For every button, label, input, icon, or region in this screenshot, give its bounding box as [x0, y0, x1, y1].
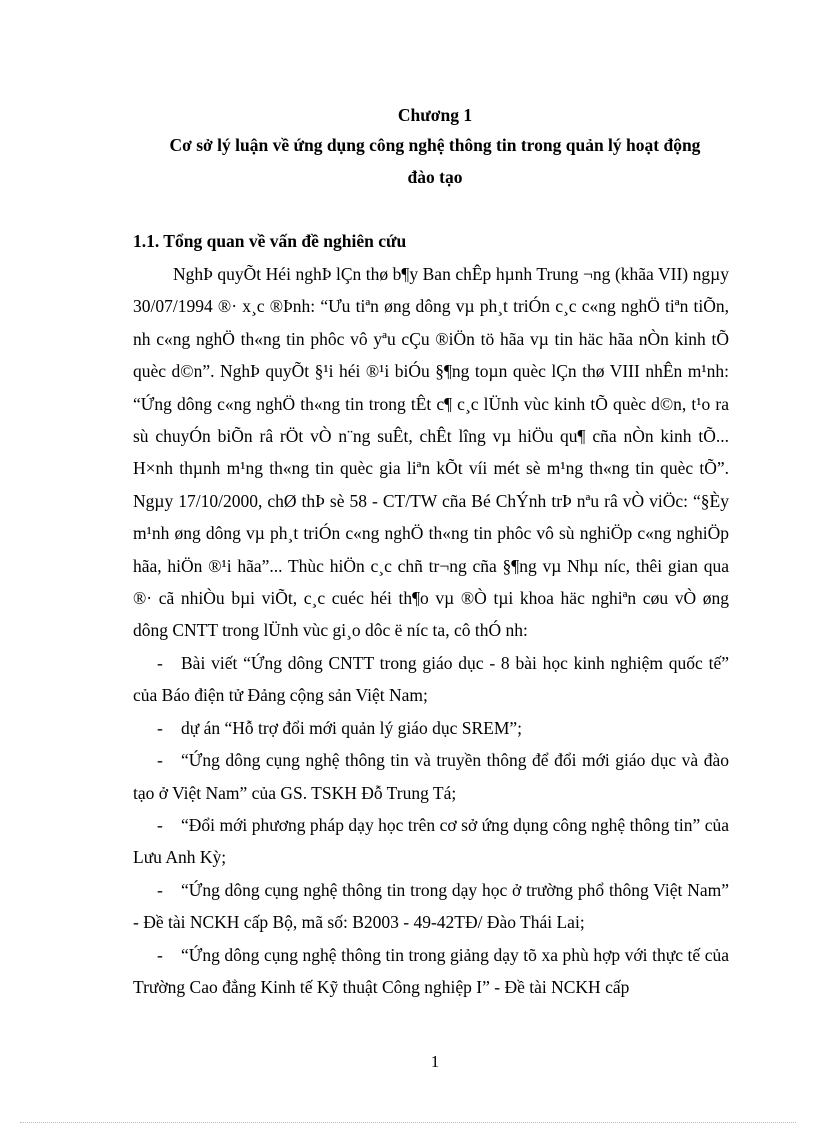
- chapter-title-line-2: đào tạo: [407, 167, 463, 187]
- page-number: 1: [430, 1052, 440, 1071]
- section-heading: 1.1. Tổng quan về vấn đề nghiên cứu: [133, 231, 407, 251]
- list-item: - “Ứng dông cụng nghệ thông tin trong giảng dạy tõ xa phù hợp với thực tế của Trường Cao đẳng Kinh tế Kỹ thuật Công nghiệp I” - Đề tài NCKH cấp: [133, 944, 729, 997]
- list-item: - “Ứng dông cụng nghệ thông tin trong dạy học ở trường phổ thông Việt Nam” - Đề tài NCKH cấp Bộ, mã số: B2003 - 49-42TĐ/ Đào Thái Lai;: [133, 879, 729, 933]
- list-item: - Bài viết “Ứng dông CNTT trong giáo dục - 8 bài học kinh nghiệm quốc tế” của Báo điện tử Đảng cộng sản Việt Nam;: [133, 652, 729, 706]
- reference-list: [133, 647, 729, 1003]
- chapter-title-line-1: Cơ sở lý luận về ứng dụng công nghệ thông tin trong quản lý hoạt động: [169, 135, 701, 155]
- list-item: - dự án “Hỗ trợ đổi mới quản lý giáo dục SREM”;: [157, 717, 523, 738]
- chapter-number: Chương 1: [397, 105, 473, 125]
- list-item: - “Ứng dông cụng nghệ thông tin và truyền thông để đổi mới giáo dục và đào tạo ở Việt Nam” của GS. TSKH Đỗ Trung Tá;: [133, 750, 729, 803]
- document-body: [133, 258, 729, 1003]
- intro-paragraph: NghÞ quyÕt Héi nghÞ lÇn thø b¶y Ban chÊp hµnh Trung ¬ng (khãa VII) ngµy 30/07/1994 ®· x¸c ®Þnh: “Ưu tiªn øng dông vµ ph¸t triÓn c¸c c«ng nghÖ tiªn tiÕn, nh c«ng nghÖ th«ng tin phôc vô yªu cÇu ®iÖn tö hãa vµ tin häc hãa nÒn kinh tÕ quèc d©n”. NghÞ quyÕt §¹i héi ®¹i biÓu §¶ng toµn quèc lÇn thø VIII nhÊn m¹nh: “Ứng dông c«ng nghÖ th«ng tin trong tÊt c¶ c¸c lÜnh vùc kinh tÕ quèc d©n, t¹o ra sù chuyÓn biÕn râ rÖt vÒ n¨ng suÊt, chÊt lîng vµ hiÖu qu¶ cña nÒn kinh tÕ... H×nh thµnh m¹ng th«ng tin quèc gia liªn kÕt víi mét sè m¹ng th«ng tin quèc tÕ”. Ngµy 17/10/2000, chØ thÞ sè 58 - CT/TW cña Bé ChÝnh trÞ nªu râ vÒ viÖc: “§Èy m¹nh øng dông vµ ph¸t triÓn c«ng nghÖ th«ng tin phôc vô sù nghiÖp c«ng nghiÖp hãa, hiÖn ®¹i hãa”... Thùc hiÖn c¸c chñ tr¬ng cña §¶ng vµ Nhµ níc, thêi gian qua ®· cã nhiÒu bµi viÕt, c¸c cuéc héi th¶o vµ ®Ò tµi khoa häc nghiªn cøu vÒ øng dông CNTT trong lÜnh vùc gi¸o dôc ë níc ta, cô thÓ nh:: [133, 264, 729, 641]
- list-item: - “Đổi mới phương pháp dạy học trên cơ sở ứng dụng công nghệ thông tin” của Lưu Anh Kỳ;: [133, 814, 729, 868]
